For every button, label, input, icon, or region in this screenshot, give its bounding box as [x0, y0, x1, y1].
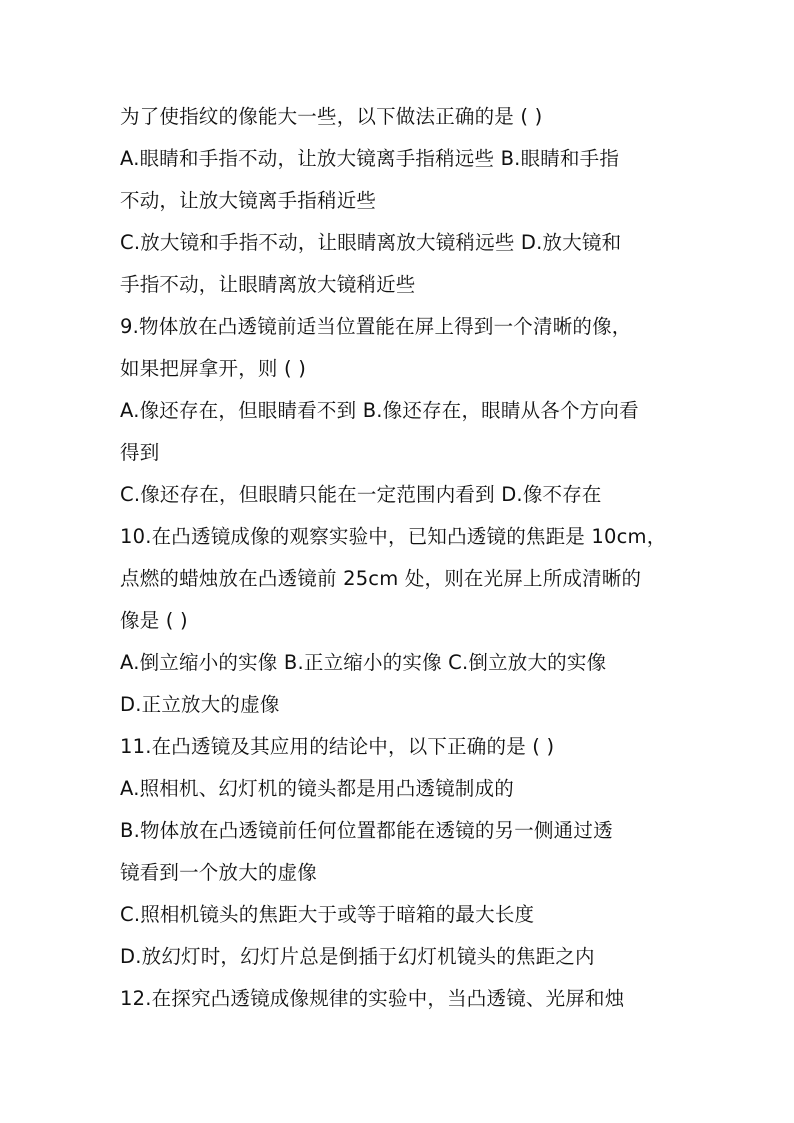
- text-line-q11-option-c: C.照相机镜头的焦距大于或等于暗箱的最大长度: [120, 903, 535, 926]
- text-line-q10-stem-end: 像是 ( ): [120, 609, 188, 632]
- text-line-q9-options-ab: A.像还存在，但眼睛看不到 B.像还存在，眼睛从各个方向看: [120, 399, 639, 422]
- text-line-q11-option-b-cont: 镜看到一个放大的虚像: [120, 861, 318, 884]
- text-line-q9-stem: 9.物体放在凸透镜前适当位置能在屏上得到一个清晰的像，: [120, 315, 632, 338]
- text-line-q9-option-b-cont: 得到: [120, 441, 160, 464]
- text-line-q9-stem-cont: 如果把屏拿开，则 ( ): [120, 357, 307, 380]
- text-line-q10-stem-cont: 点燃的蜡烛放在凸透镜前 25cm 处，则在光屏上所成清晰的: [120, 567, 642, 590]
- text-line-q10-option-d: D.正立放大的虚像: [120, 693, 280, 716]
- text-line-q8-options-cd: C.放大镜和手指不动，让眼睛离放大镜稍远些 D.放大镜和: [120, 231, 622, 254]
- text-line-q12-stem: 12.在探究凸透镜成像规律的实验中，当凸透镜、光屏和烛: [120, 987, 625, 1010]
- text-line-q10-options-abc: A.倒立缩小的实像 B.正立缩小的实像 C.倒立放大的实像: [120, 651, 607, 674]
- text-line-q11-stem: 11.在凸透镜及其应用的结论中，以下正确的是 ( ): [120, 735, 555, 758]
- text-line-q8-options-ab: A.眼睛和手指不动，让放大镜离手指稍远些 B.眼睛和手指: [120, 147, 620, 170]
- text-line-q9-options-cd: C.像还存在，但眼睛只能在一定范围内看到 D.像不存在: [120, 483, 602, 506]
- text-line-q8-option-b-cont: 不动，让放大镜离手指稍近些: [120, 189, 377, 212]
- text-line-q10-stem: 10.在凸透镜成像的观察实验中，已知凸透镜的焦距是 10cm，: [120, 525, 667, 548]
- text-line-q11-option-d: D.放幻灯时，幻灯片总是倒插于幻灯机镜头的焦距之内: [120, 945, 595, 968]
- text-line-q8-stem: 为了使指纹的像能大一些，以下做法正确的是 ( ): [120, 105, 543, 128]
- text-line-q8-option-d-cont: 手指不动，让眼睛离放大镜稍近些: [120, 273, 416, 296]
- text-line-q11-option-a: A.照相机、幻灯机的镜头都是用凸透镜制成的: [120, 777, 514, 800]
- text-line-q11-option-b: B.物体放在凸透镜前任何位置都能在透镜的另一侧通过透: [120, 819, 613, 842]
